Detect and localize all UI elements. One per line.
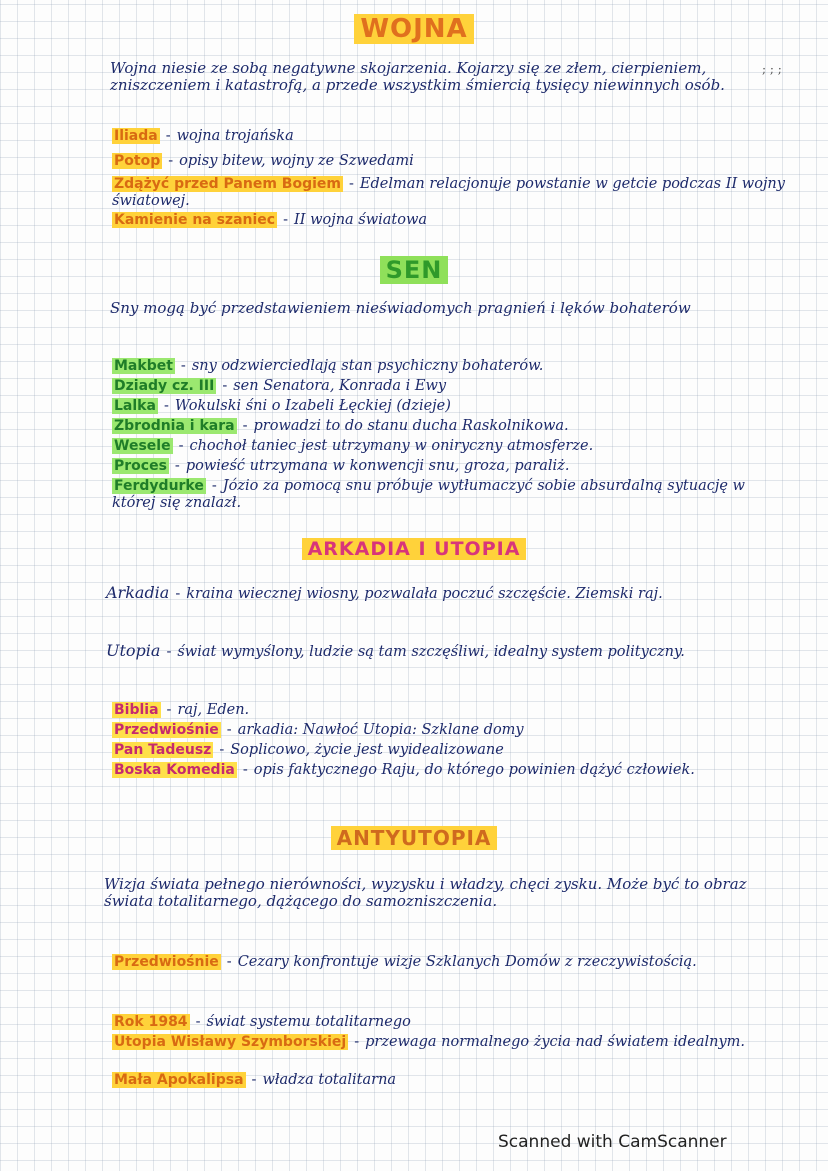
heading-arkadia-text: ARKADIA I UTOPIA (302, 538, 527, 560)
list-item: Makbet - sny odzwierciedlają stan psychiczny bohaterów. (114, 358, 544, 374)
definition-item: Utopia - świat wymyślony, ludzie są tam szczęśliwi, idealny system polityczny. (106, 641, 685, 660)
term-label: Biblia (114, 702, 159, 718)
term-desc: arkadia: Nawłoć Utopia: Szklane domy (237, 722, 524, 738)
list-item: Kamienie na szaniec - II wojna światowa (114, 212, 428, 228)
definition-term: Arkadia (106, 583, 170, 602)
term-label: Wesele (114, 438, 171, 454)
term-label: Potop (114, 153, 161, 169)
list-item: Pan Tadeusz - Soplicowo, życie jest wyidealizowane (114, 742, 504, 758)
term-label: Zbrodnia i kara (114, 418, 235, 434)
heading-sen (0, 256, 828, 284)
term-desc: Edelman relacjonuje powstanie w getcie podczas II wojny światowej. (112, 176, 785, 209)
term-label: Mała Apokalipsa (114, 1072, 244, 1088)
term-label: Przedwiośnie (114, 954, 219, 970)
list-item: Lalka - Wokulski śni o Izabeli Łęckiej (dzieje) (114, 398, 451, 414)
term-desc: Józio za pomocą snu próbuje wytłumaczyć sobie absurdalną sytuację w której się znalazł. (112, 478, 745, 511)
term-desc: prowadzi to do stanu ducha Raskolnikowa. (253, 418, 569, 434)
term-desc: II wojna światowa (294, 212, 428, 228)
list-item: Biblia - raj, Eden. (114, 702, 250, 718)
list-item: Dziady cz. III - sen Senatora, Konrada i Ewy (114, 378, 447, 394)
list-item: Przedwiośnie - Cezary konfrontuje wizje Szklanych Domów z rzeczywistością. (114, 954, 697, 970)
term-label: Rok 1984 (114, 1014, 188, 1030)
term-label: Iliada (114, 128, 158, 144)
list-item: Zbrodnia i kara - prowadzi to do stanu ducha Raskolnikowa. (114, 418, 569, 434)
term-label: Przedwiośnie (114, 722, 219, 738)
term-desc: sen Senatora, Konrada i Ewy (233, 378, 447, 394)
term-desc: Soplicowo, życie jest wyidealizowane (230, 742, 504, 758)
wojna-intro: Wojna niesie ze sobą negatywne skojarzenia. Kojarzy się ze złem, cierpieniem, zniszczeniem i katastrofą, a przede wszystkim śmiercią tysięcy niewinnych osób. (110, 59, 725, 94)
definition-desc: kraina wiecznej wiosny, pozwalała poczuć szczęście. Ziemski raj. (186, 586, 663, 602)
list-item: Ferdydurke - Józio za pomocą snu próbuje wytłumaczyć sobie absurdalną sytuację w której się znalazł. (112, 478, 745, 511)
term-desc: świat systemu totalitarnego (206, 1014, 411, 1030)
term-label: Pan Tadeusz (114, 742, 212, 758)
sen-intro: Sny mogą być przedstawieniem nieświadomych pragnień i lęków bohaterów (110, 299, 691, 317)
scanner-watermark: Scanned with CamScanner (498, 1132, 727, 1152)
term-desc: Wokulski śni o Izabeli Łęckiej (dzieje) (174, 398, 451, 414)
term-desc: opisy bitew, wojny ze Szwedami (179, 153, 414, 169)
list-item: Zdążyć przed Panem Bogiem - Edelman relacjonuje powstanie w getcie podczas II wojny światowej. (112, 176, 785, 209)
term-desc: przewaga normalnego życia nad światem idealnym. (365, 1034, 745, 1050)
list-item: Potop - opisy bitew, wojny ze Szwedami (114, 153, 414, 169)
list-item: Wesele - chochoł taniec jest utrzymany w oniryczny atmosferze. (114, 438, 594, 454)
term-desc: powieść utrzymana w konwencji snu, groza, paraliż. (185, 458, 570, 474)
definition-item: Arkadia - kraina wiecznej wiosny, pozwalała poczuć szczęście. Ziemski raj. (106, 583, 663, 602)
list-item: Iliada - wojna trojańska (114, 128, 294, 144)
term-label: Dziady cz. III (114, 378, 215, 394)
list-item: Utopia Wisławy Szymborskiej - przewaga normalnego życia nad światem idealnym. (114, 1034, 745, 1050)
term-desc: opis faktycznego Raju, do którego powinien dążyć człowiek. (253, 762, 695, 778)
list-item: Rok 1984 - świat systemu totalitarnego (114, 1014, 411, 1030)
heading-antyutopia-text: ANTYUTOPIA (331, 826, 498, 850)
heading-antyutopia (0, 826, 828, 850)
heading-wojna (0, 14, 828, 44)
list-item: Proces - powieść utrzymana w konwencji snu, groza, paraliż. (114, 458, 570, 474)
term-label: Ferdydurke (114, 478, 204, 494)
list-item: Przedwiośnie - arkadia: Nawłoć Utopia: Szklane domy (114, 722, 524, 738)
definition-desc: świat wymyślony, ludzie są tam szczęśliwi, idealny system polityczny. (177, 644, 685, 660)
term-label: Boska Komedia (114, 762, 235, 778)
antyutopia-intro: Wizja świata pełnego nierówności, wyzysku i władzy, chęci zysku. Może być to obraz świata totalitarnego, dążącego do samozniszczenia. (104, 875, 747, 910)
term-label: Proces (114, 458, 167, 474)
definition-term: Utopia (106, 641, 161, 660)
term-label: Lalka (114, 398, 156, 414)
heading-sen-text: SEN (380, 256, 449, 284)
list-item: Boska Komedia - opis faktycznego Raju, do którego powinien dążyć człowiek. (114, 762, 695, 778)
term-desc: sny odzwierciedlają stan psychiczny bohaterów. (191, 358, 544, 374)
term-desc: chochoł taniec jest utrzymany w oniryczny atmosferze. (189, 438, 594, 454)
term-label: Zdążyć przed Panem Bogiem (114, 176, 341, 192)
margin-marks: ; ; ; (762, 62, 782, 76)
term-label: Kamienie na szaniec (114, 212, 276, 228)
heading-arkadia (0, 538, 828, 560)
term-desc: wojna trojańska (176, 128, 294, 144)
term-desc: władza totalitarna (262, 1072, 397, 1088)
heading-wojna-text: WOJNA (354, 14, 473, 44)
term-label: Makbet (114, 358, 173, 374)
list-item: Mała Apokalipsa - władza totalitarna (114, 1072, 397, 1088)
term-desc: raj, Eden. (177, 702, 250, 718)
term-label: Utopia Wisławy Szymborskiej (114, 1034, 347, 1050)
term-desc: Cezary konfrontuje wizje Szklanych Domów z rzeczywistością. (237, 954, 697, 970)
